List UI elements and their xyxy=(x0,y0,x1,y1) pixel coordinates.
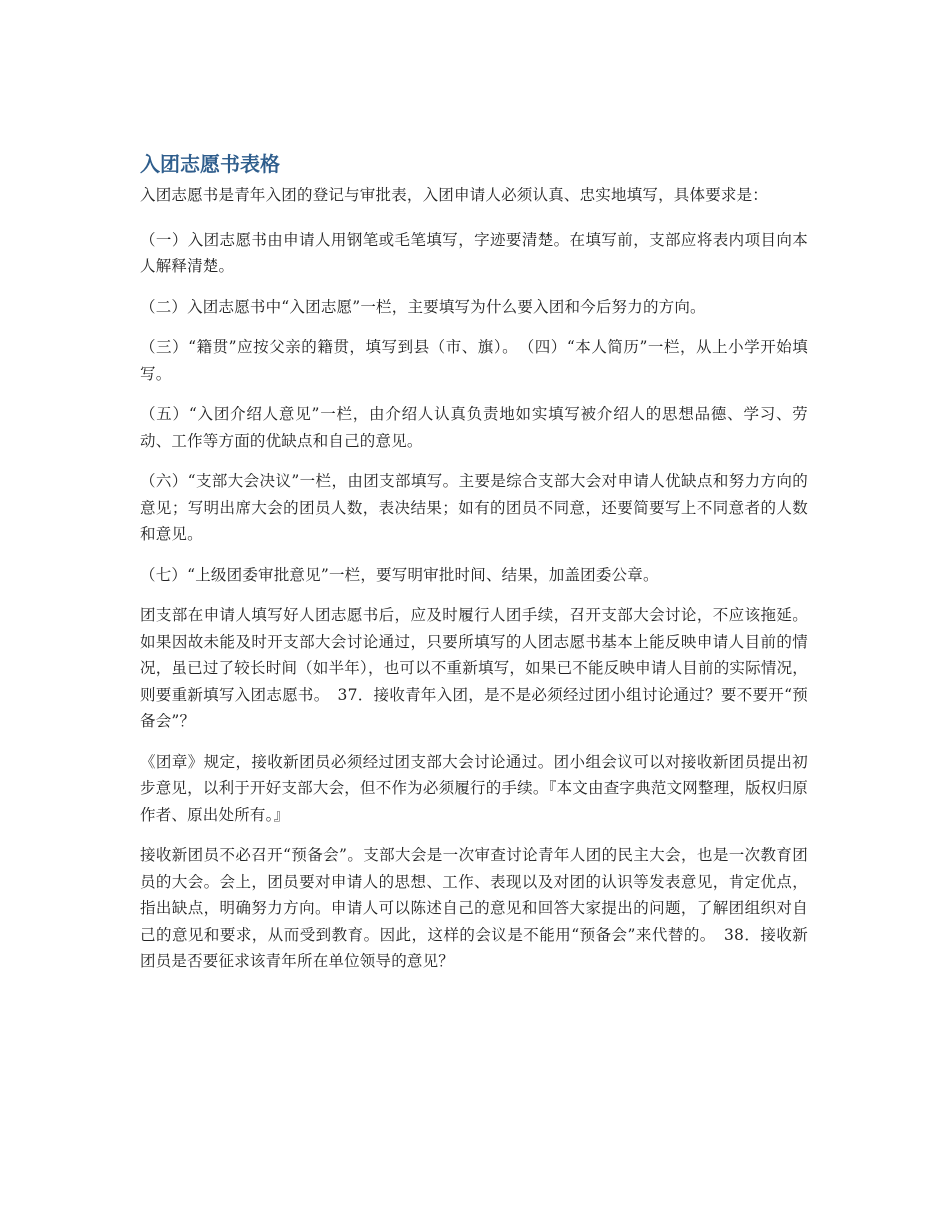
document-title: 入团志愿书表格 xyxy=(140,152,280,176)
paragraph-procedure: 团支部在申请人填写好人团志愿书后，应及时履行人团手续，召开支部大会讨论，不应该拖延。如果因故未能及时开支部大会讨论通过，只要所填写的人团志愿书基本上能反映申请人目前的情况，虽已过了较长时间（如半年），也可以不重新填写，如果已不能反映申请人目前的实际情况，则要重新填写入团志愿书。 37．接收青年入团，是不是必须经过团小组讨论通过？要不要开“预备会”？ xyxy=(140,606,808,730)
paragraph-item-2: （二）入团志愿书中“入团志愿”一栏，主要填写为什么要入团和今后努力的方向。 xyxy=(140,297,706,316)
paragraph-item-1: （一）入团志愿书由申请人用钢笔或毛笔填写，字迹要清楚。在填写前，支部应将表内项目向本人解释清楚。 xyxy=(140,230,808,275)
paragraph-charter: 《团章》规定，接收新团员必须经过团支部大会讨论通过。团小组会议可以对接收新团员提出初步意见，以利于开好支部大会，但不作为必须履行的手续。『本文由查字典范文网整理，版权归原作者、原出处所有。』 xyxy=(140,752,808,824)
paragraph-item-5: （五）“入团介绍人意见”一栏，由介绍人认真负责地如实填写被介绍人的思想品德、学习、劳动、工作等方面的优缺点和自己的意见。 xyxy=(140,405,808,450)
paragraph-preparatory-meeting: 接收新团员不必召开“预备会”。支部大会是一次审查讨论青年人团的民主大会，也是一次教育团员的大会。会上，团员要对申请人的思想、工作、表现以及对团的认识等发表意见，肯定优点，指出缺点，明确努力方向。申请人可以陈述自己的意见和回答大家提出的问题，了解团组织对自己的意见和要求，从而受到教育。因此，这样的会议是不能用“预备会”来代替的。 38．接收新团员是否要征求该青年所在单位领导的意见？ xyxy=(140,846,808,970)
document-page xyxy=(140,150,808,989)
paragraph-item-7: （七）“上级团委审批意见”一栏，要写明审批时间、结果，加盖团委公章。 xyxy=(140,565,659,584)
paragraph-item-6: （六）“支部大会决议”一栏，由团支部填写。主要是综合支部大会对申请人优缺点和努力方向的意见；写明出席大会的团员人数，表决结果；如有的团员不同意，还要简要写上不同意者的人数和意见。 xyxy=(140,472,808,543)
paragraph-item-3-4: （三）“籍贯”应按父亲的籍贯，填写到县（市、旗）。 （四）“本人简历”一栏，从上小学开始填写。 xyxy=(140,338,808,383)
paragraph-intro: 入团志愿书是青年入团的登记与审批表，入团申请人必须认真、忠实地填写，具体要求是： xyxy=(140,186,769,204)
